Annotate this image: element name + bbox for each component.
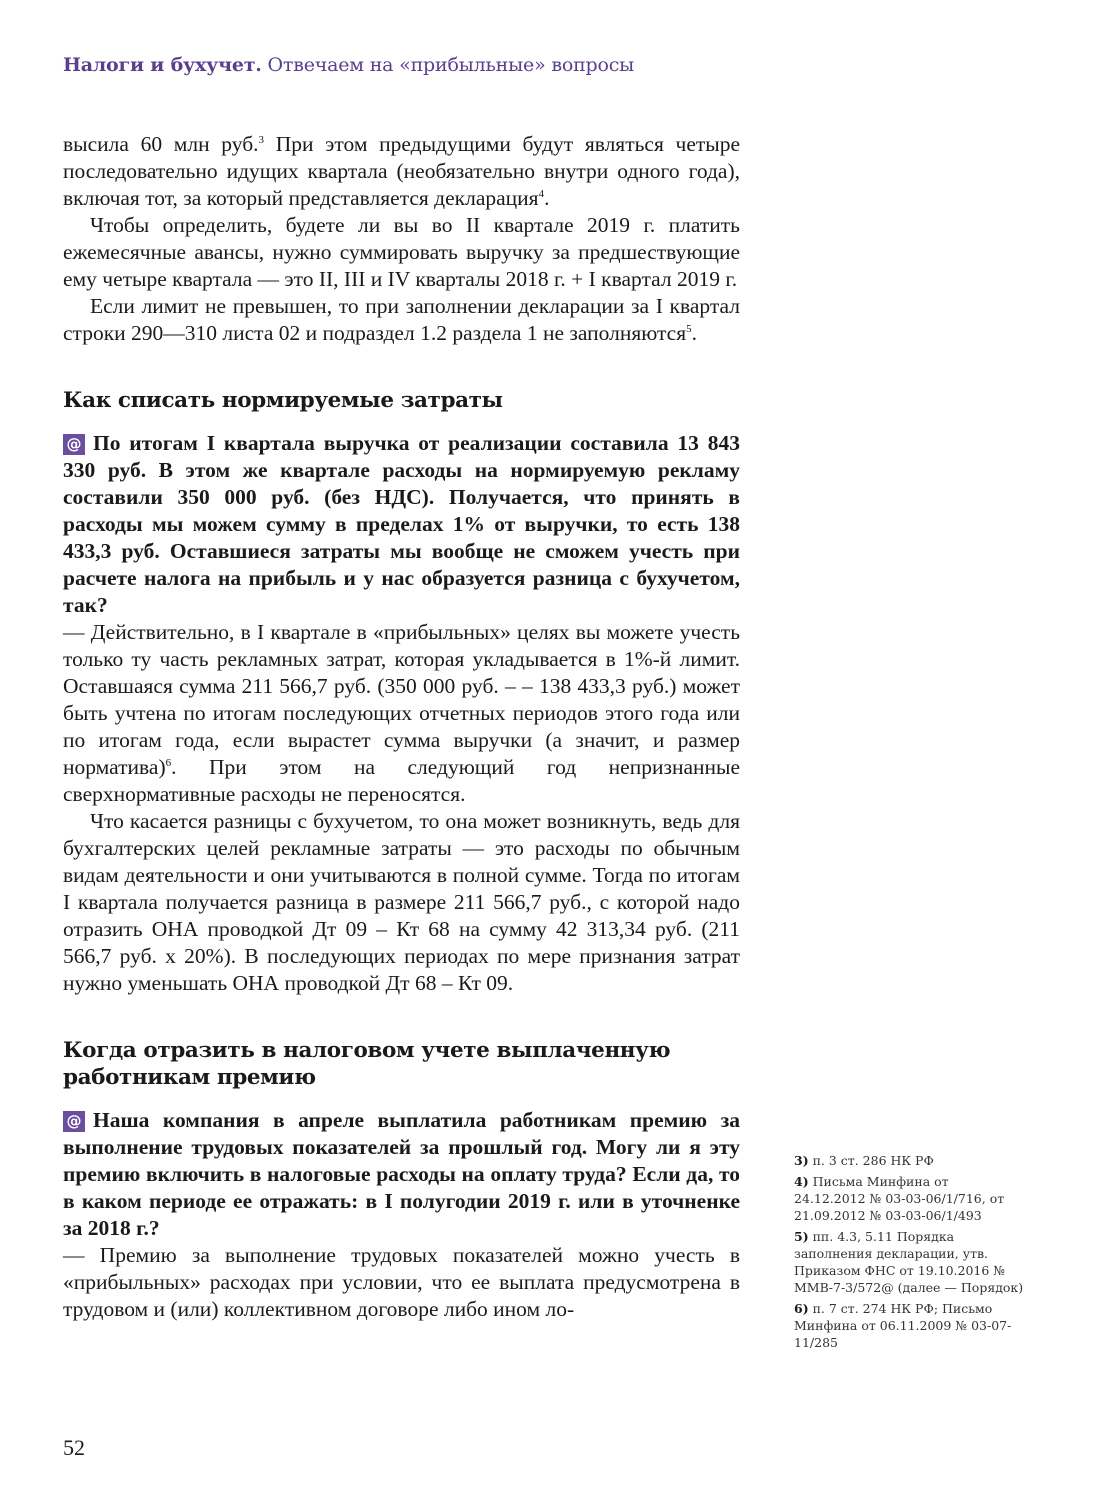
question-2 bbox=[63, 1107, 740, 1242]
footnote-ref-3[interactable]: 3 bbox=[258, 133, 265, 146]
text-span: . При этом на следующий год непризнанные сверхнормативные расходы не переносятся. bbox=[63, 755, 740, 806]
footnote-ref-5[interactable]: 5 bbox=[686, 322, 692, 335]
footnote-6 bbox=[794, 1300, 1024, 1351]
footnote-number: 5) bbox=[794, 1229, 809, 1244]
at-sign-icon: @ bbox=[63, 434, 85, 455]
running-head bbox=[63, 54, 634, 76]
section-heading-normed-costs: Как списать нормируемые затраты bbox=[63, 388, 503, 413]
intro-paragraph-3 bbox=[63, 293, 740, 347]
footnote-text: п. 7 ст. 274 НК РФ; Письмо Минфина от 06.11.2009 № 03-07-11/285 bbox=[794, 1301, 1012, 1350]
footnote-ref-6[interactable]: 6 bbox=[165, 756, 172, 769]
page-number: 52 bbox=[63, 1435, 85, 1460]
footnote-3 bbox=[794, 1152, 1024, 1169]
footnote-text: пп. 4.3, 5.11 Порядка заполнения декларации, утв. Приказом ФНС от 19.10.2016 № ММВ-7-3/572@ (далее — Порядок) bbox=[794, 1229, 1024, 1295]
question-text: Наша компания в апреле выплатила работникам премию за выполнение трудовых показателей за прошлый год. Могу ли я эту премию включить в налоговые расходы на оплату труда? Если да, то в каком периоде ее отражать: в I полугодии 2019 г. или в уточненке за 2018 г.? bbox=[63, 1108, 740, 1240]
text-span: высила 60 млн руб. bbox=[63, 132, 259, 156]
footnotes-column bbox=[794, 1152, 1024, 1355]
footnote-text: Письма Минфина от 24.12.2012 № 03-03-06/1/716, от 21.09.2012 № 03-03-06/1/493 bbox=[794, 1174, 1005, 1223]
text-span: . bbox=[691, 321, 697, 345]
running-head-section: Налоги и бухучет. bbox=[63, 54, 262, 76]
footnote-ref-4[interactable]: 4 bbox=[538, 187, 545, 200]
footnote-number: 4) bbox=[794, 1174, 809, 1189]
main-column bbox=[63, 131, 740, 1323]
footnote-number: 3) bbox=[794, 1153, 809, 1168]
text-span: Если лимит не превышен, то при заполнении декларации за I квартал строки 290—310 листа 02 и подраздел 1.2 раздела 1 не заполняются bbox=[63, 294, 740, 345]
footnote-5 bbox=[794, 1228, 1024, 1296]
intro-paragraph-2: Чтобы определить, будете ли вы во II квартале 2019 г. платить ежемесячные авансы, нужно суммировать выручку за предшествующие ему четыре квартала — это II, III и IV кварталы 2018 г. + I квартал 2019 г. bbox=[63, 213, 740, 291]
intro-paragraph-1 bbox=[63, 131, 740, 212]
footnote-text: п. 3 ст. 286 НК РФ bbox=[808, 1153, 934, 1168]
text-span: — Действительно, в I квартале в «прибыльных» целях вы можете учесть только ту часть рекламных затрат, которая укладывается в 1%-й лимит. Оставшаяся сумма 211 566,7 руб. (350 000 руб. – – 138 433,3 руб.) может быть учтена по итогам последующих отчетных периодов этого года или по итогам года, если вырастет сумма выручки (а значит, и размер норматива) bbox=[63, 620, 740, 779]
answer-2: — Премию за выполнение трудовых показателей можно учесть в «прибыльных» расходах при условии, что ее выплата предусмотрена в трудовом и (или) коллективном договоре либо ином ло- bbox=[63, 1243, 740, 1321]
footnote-number: 6) bbox=[794, 1301, 809, 1316]
running-head-title: Отвечаем на «прибыльные» вопросы bbox=[261, 54, 635, 76]
answer-1-paragraph-2: Что касается разницы с бухучетом, то она может возникнуть, ведь для бухгалтерских целей рекламные затраты — это расходы по обычным видам деятельности и они учитываются в полной сумме. Тогда по итогам I квартала получается разница в размере 211 566,7 руб., с которой надо отразить ОНА проводкой Дт 09 – Кт 68 на сумму 42 313,34 руб. (211 566,7 руб. х 20%). В последующих периодах по мере признания затрат нужно уменьшать ОНА проводкой Дт 68 – Кт 09. bbox=[63, 809, 740, 995]
answer-1 bbox=[63, 619, 740, 808]
at-sign-icon: @ bbox=[63, 1111, 85, 1132]
text-span: . bbox=[544, 186, 550, 210]
question-text: По итогам I квартала выручка от реализации составила 13 843 330 руб. В этом же квартале расходы на нормируемую рекламу составили 350 000 руб. (без НДС). Получается, что принять в расходы мы можем сумму в пределах 1% от выручки, то есть 138 433,3 руб. Оставшиеся затраты мы вообще не сможем учесть при расчете налога на прибыль и у нас образуется разница с бухучетом, так? bbox=[63, 431, 740, 617]
footnote-4 bbox=[794, 1173, 1024, 1224]
question-1 bbox=[63, 430, 740, 619]
text-span: При этом предыдущими будут являться четыре последовательно идущих квартала (необязательно внутри одного года), включая тот, за который представляется декларация bbox=[63, 132, 740, 210]
section-heading-bonus: Когда отразить в налоговом учете выплаченную работникам премию bbox=[63, 1038, 671, 1090]
